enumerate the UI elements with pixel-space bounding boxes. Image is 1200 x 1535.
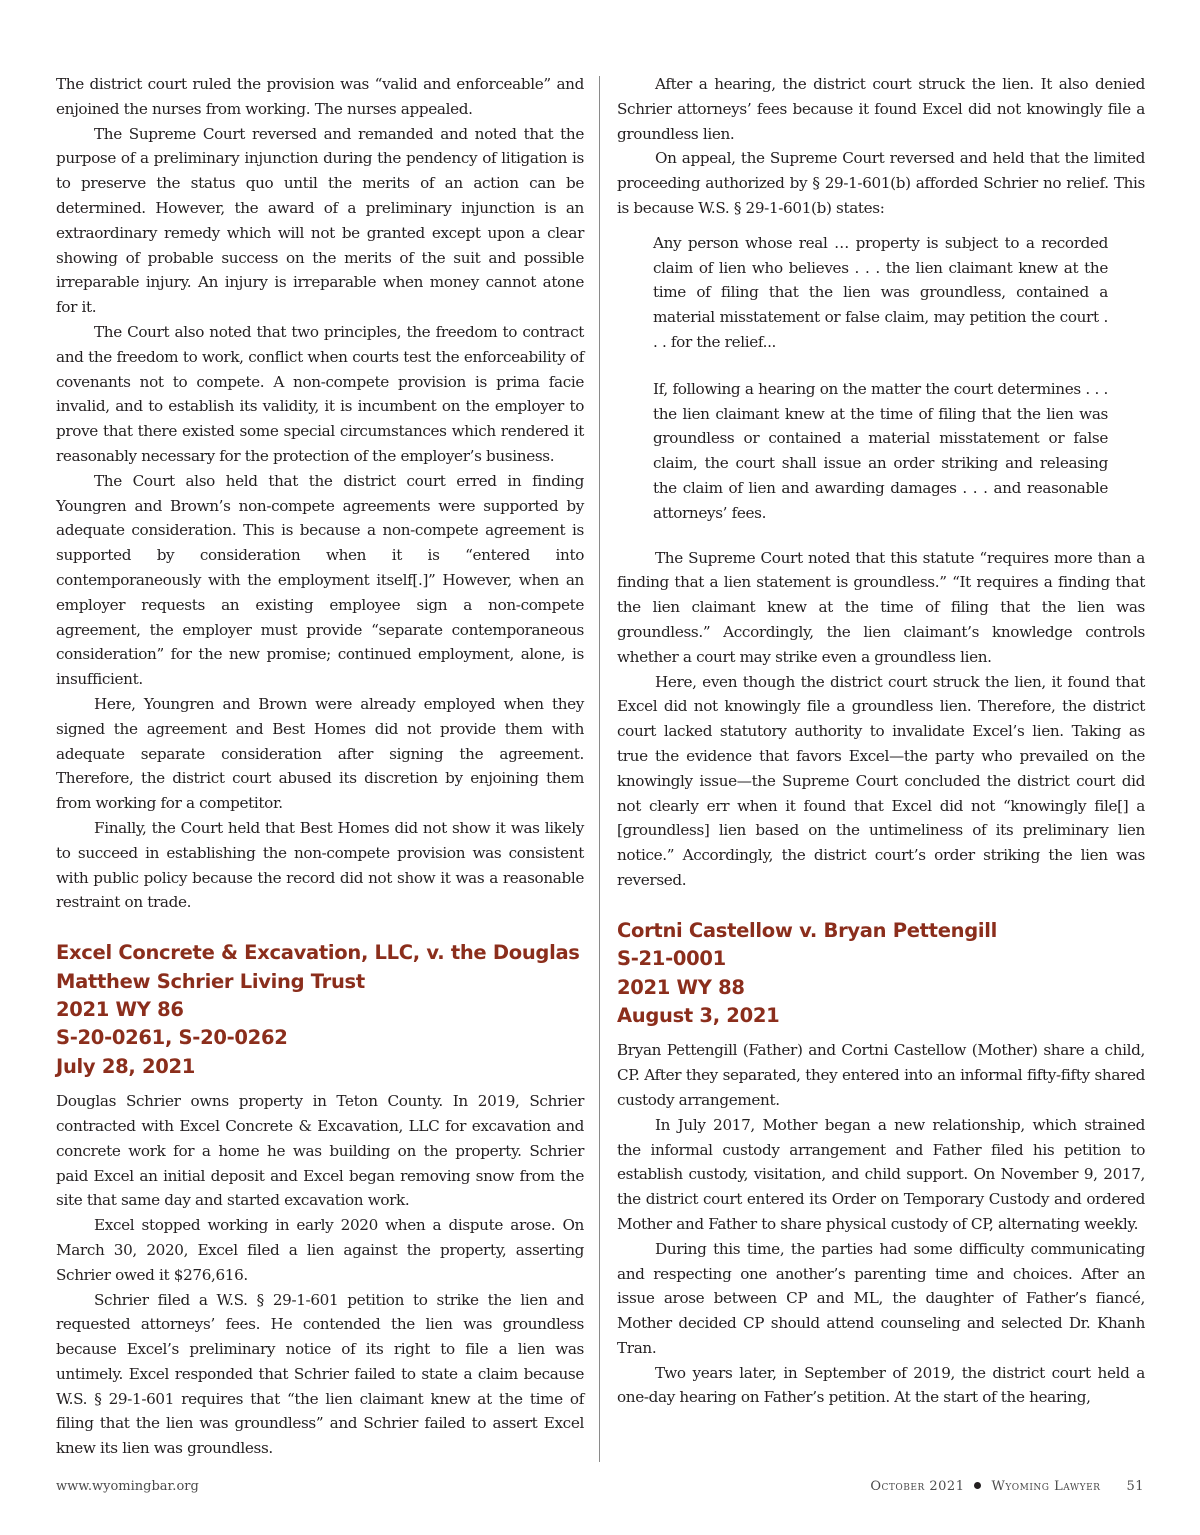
case-title-line: Excel Concrete & Excavation, LLC, v. the Douglas	[56, 941, 580, 965]
case-heading-castellow	[617, 917, 1145, 1031]
paragraph: The Supreme Court reversed and remanded and noted that the purpose of a preliminary injunction during the pendency of litigation is to preserve the status quo until the merits of an action can be determined. However, the award of a preliminary injunction is an extraordinary remedy which will not be granted except upon a clear showing of probable success on the merits of the suit and possible irreparable injury. An injury is irreparable when money cannot atone for it.	[56, 124, 584, 317]
case-title-line: Matthew Schrier Living Trust	[56, 969, 365, 993]
paragraph: The Court also held that the district court erred in finding Youngren and Brown’s non-compete agreements were supported by adequate consideration. This is because a non-compete agreement is supported by consideration when it is “entered into contemporaneously with the employment itself[.]” However, when an employer requests an existing employee sign a non-compete agreement, the employer must provide “separate contemporaneous consideration” for the new promise; continued employment, alone, is insufficient.	[56, 471, 584, 689]
right-column	[617, 72, 1145, 1410]
paragraph: The Court also noted that two principles, the freedom to contract and the freedom to work, conflict when courts test the enforceability of covenants not to compete. A non-compete provision is prima facie invalid, and to establish its validity, it is incumbent on the employer to prove that there existed some special circumstances which rendered it reasonably necessary for the protection of the employer’s business.	[56, 322, 584, 465]
case-heading-excel	[56, 939, 584, 1081]
footer-publication: Wyoming Lawyer	[991, 1479, 1101, 1494]
paragraph: Finally, the Court held that Best Homes did not show it was likely to succeed in establishing the non-compete provision was consistent with public policy because the record did not show it was a reasonable restraint on trade.	[56, 818, 584, 912]
case-citation: 2021 WY 86	[56, 997, 184, 1021]
paragraph: The Supreme Court noted that this statute “requires more than a finding that a lien statement is groundless.” “It requires a finding that the lien claimant knew at the time of filing that the lien was groundless.” Accordingly, the lien claimant’s knowledge controls whether a court may strike even a groundless lien.	[617, 548, 1145, 666]
paragraph: In July 2017, Mother began a new relationship, which strained the informal custody arrangement and Father filed his petition to establish custody, visitation, and child support. On November 9, 2017, the district court entered its Order on Temporary Custody and ordered Mother and Father to share physical custody of CP, alternating weekly.	[617, 1115, 1145, 1233]
page-number: 51	[1126, 1479, 1144, 1494]
paragraph: The district court ruled the provision was “valid and enforceable” and enjoined the nurses from working. The nurses appealed.	[56, 75, 584, 118]
paragraph: Douglas Schrier owns property in Teton County. In 2019, Schrier contracted with Excel Concrete & Excavation, LLC for excavation and concrete work for a home he was building on the property. Schrier paid Excel an initial deposit and Excel began removing snow from the site that same day and started excavation work.	[56, 1092, 584, 1210]
footer-issue: October 2021	[870, 1479, 965, 1494]
footer-website: www.wyomingbar.org	[56, 1479, 199, 1494]
bullet-icon	[974, 1482, 981, 1489]
paragraph: Excel stopped working in early 2020 when a dispute arose. On March 30, 2020, Excel filed a lien against the property, asserting Schrier owed it $276,616.	[56, 1216, 584, 1284]
paragraph: After a hearing, the district court struck the lien. It also denied Schrier attorneys’ fees because it found Excel did not knowingly file a groundless lien.	[617, 75, 1145, 143]
quote-paragraph: If, following a hearing on the matter the court determines . . . the lien claimant knew at the time of filing that the lien was groundless or contained a material misstatement or false claim, the court shall issue an order striking and releasing the claim of lien and awarding damages . . . and reasonable attorneys’ fees.	[653, 379, 1108, 522]
statute-quote	[653, 231, 1108, 526]
paragraph: Here, Youngren and Brown were already employed when they signed the agreement and Best Homes did not provide them with adequate separate consideration after signing the agreement. Therefore, the district court abused its discretion by enjoining them from working for a competitor.	[56, 694, 584, 813]
case-title-line: Cortni Castellow v. Bryan Pettengill	[617, 918, 998, 942]
case-docket: S-20-0261, S-20-0262	[56, 1026, 288, 1050]
case-date: August 3, 2021	[617, 1003, 780, 1027]
paragraph: During this time, the parties had some difficulty communicating and respecting one another’s parenting time and choices. After an issue arose between CP and ML, the daughter of Father’s fiancé, Mother decided CP should attend counseling and selected Dr. Khanh Tran.	[617, 1239, 1145, 1357]
footer-publication-info	[870, 1479, 1144, 1494]
case-date: July 28, 2021	[56, 1054, 196, 1078]
column-divider	[599, 76, 600, 1462]
paragraph: On appeal, the Supreme Court reversed and held that the limited proceeding authorized by § 29-1-601(b) afforded Schrier no relief. This is because W.S. § 29-1-601(b) states:	[617, 149, 1145, 217]
case-docket: S-21-0001	[617, 947, 726, 971]
page-footer	[56, 1479, 1144, 1497]
left-column	[56, 72, 584, 1461]
paragraph: Schrier filed a W.S. § 29-1-601 petition to strike the lien and requested attorneys’ fees. He contended the lien was groundless because Excel’s preliminary notice of its right to file a lien was untimely. Excel responded that Schrier failed to state a claim because W.S. § 29-1-601 requires that “the lien claimant knew at the time of filing that the lien was groundless” and Schrier failed to assert Excel knew its lien was groundless.	[56, 1290, 584, 1458]
paragraph: Two years later, in September of 2019, the district court held a one-day hearing on Father’s petition. At the start of the hearing,	[617, 1363, 1145, 1407]
quote-paragraph: Any person whose real … property is subject to a recorded claim of lien who believes . . . the lien claimant knew at the time of filing that the lien was groundless, contained a material misstatement or false claim, may petition the court . . . for the relief...	[653, 233, 1108, 351]
paragraph: Here, even though the district court struck the lien, it found that Excel did not knowingly file a groundless lien. Therefore, the district court lacked statutory authority to invalidate Excel’s lien. Taking as true the evidence that favors Excel—the party who prevailed on the knowingly issue—the Supreme Court concluded the district court did not clearly err when it found that Excel did not “knowingly file[] a [groundless] lien based on the untimeliness of its preliminary lien notice.” Accordingly, the district court’s order striking the lien was reversed.	[617, 672, 1145, 889]
case-citation: 2021 WY 88	[617, 975, 745, 999]
paragraph: Bryan Pettengill (Father) and Cortni Castellow (Mother) share a child, CP. After they separated, they entered into an informal fifty-fifty shared custody arrangement.	[617, 1041, 1145, 1109]
